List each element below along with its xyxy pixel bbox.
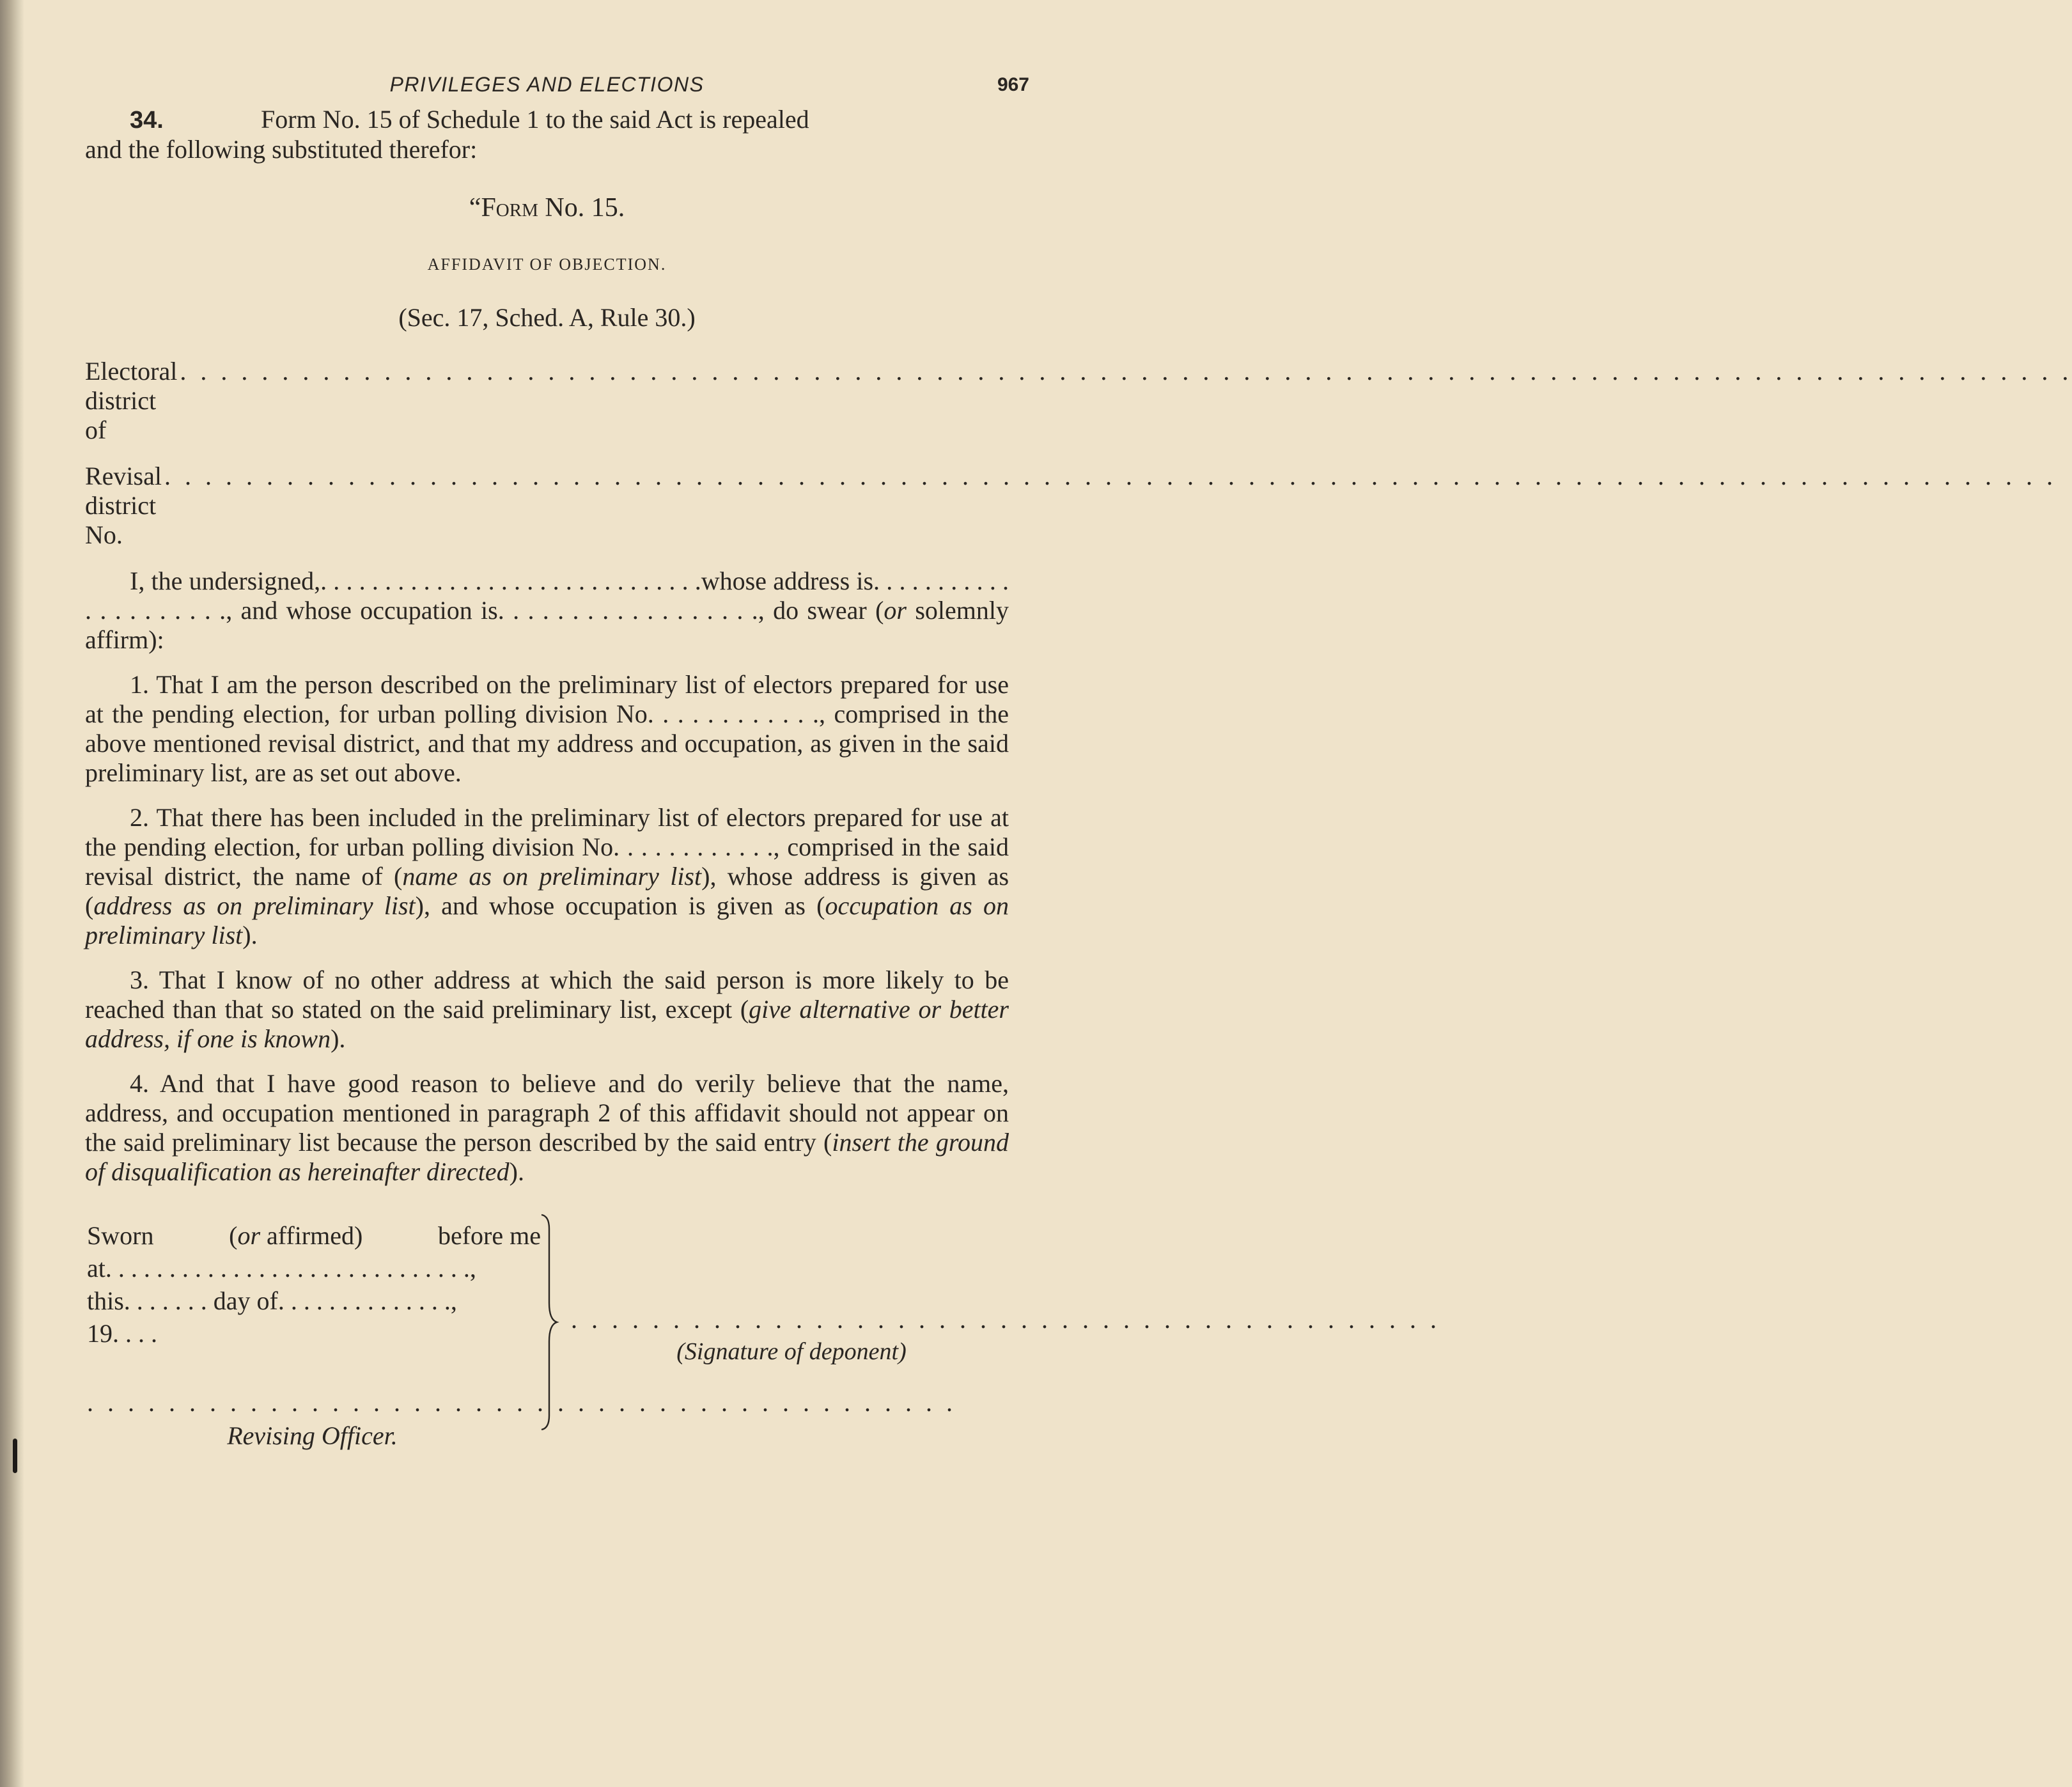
form-subtitle: AFFIDAVIT OF OBJECTION. <box>427 255 667 274</box>
page-content <box>85 69 2072 1454</box>
page-gutter-shadow <box>0 0 24 1787</box>
intro-or: or <box>884 596 907 625</box>
jurat-affirmed-text: affirmed) <box>260 1221 363 1250</box>
signature-block <box>571 1305 1440 1366</box>
revisal-district-blank: . . . . . . . . . . . . . . . . . . . . . . . . . . . . . . . . . . . . . . . . . . . . . . . . . . . . . . . . . . . . . . . . . . . . . . . . . . . . . . . . . . . . . . . . . . . . . <box>164 462 2057 490</box>
form-title <box>85 192 1009 223</box>
jurat-or: or <box>237 1221 261 1250</box>
jurat-at-blank: . . . . . . . . . . . . . . . . . . . . . . . . . . . . . <box>105 1254 470 1283</box>
jurat-day-blank: . . . . . . . <box>123 1286 207 1315</box>
paragraph-4-text-end: ). <box>509 1157 524 1186</box>
page-number: 967 <box>997 74 1029 95</box>
paragraph-2-text-occupation: ), and whose occupation is given as ( <box>415 891 825 920</box>
paragraph-2 <box>85 803 1009 950</box>
electoral-district-blank: . . . . . . . . . . . . . . . . . . . . . . . . . . . . . . . . . . . . . . . . . . . . . . . . . . . . . . . . . . . . . . . . . . . . . . . . . . . . . . . . . . . . . . . . . . . . . <box>180 357 2072 386</box>
electoral-district-field <box>85 357 2072 445</box>
jurat-year: 19. . . . <box>87 1319 157 1348</box>
jurat-before-me: before me <box>437 1221 541 1250</box>
running-title: PRIVILEGES AND ELECTIONS <box>389 73 705 96</box>
intro-address-blank: . . . . . . . . . . . . . . . . . . . . . <box>85 566 1009 625</box>
jurat-affirmed <box>229 1217 362 1254</box>
paragraph-2-text-address: ), whose address is given as ( <box>85 862 1009 920</box>
paragraph-3-text: 3. That I know of no other address at which the said person is more likely to be reached than that so stated on the said preliminary list, except ( <box>85 965 1009 1024</box>
binding-mark <box>13 1439 17 1473</box>
section-34 <box>85 105 1009 164</box>
paragraph-1-text: 1. That I am the person described on the preliminary list of electors prepared for use at the pending election, for urban polling division No. <box>85 670 1009 728</box>
jurat-month-blank: . . . . . . . . . . . . . . <box>277 1286 451 1315</box>
intro-occupation-blank: . . . . . . . . . . . . . . . . . . <box>497 596 758 625</box>
paragraph-2-blank: . . . . . . . . . . . <box>627 832 774 861</box>
paragraph-4-text: 4. And that I have good reason to believe and do verily believe that the name, address, and occupation mentioned in paragraph 2 of this affidavit should not appear on the said preliminary list because the person described by the said entry ( <box>85 1069 1009 1157</box>
deponent-intro <box>85 566 1009 655</box>
intro-affirm: solemnly affirm): <box>85 596 1009 654</box>
intro-occupation-label: , and whose occupation is <box>226 596 498 625</box>
paragraph-2-text-cont: , comprised in the said revisal district, the name of ( <box>85 832 1009 891</box>
jurat-sworn: Sworn <box>87 1221 154 1250</box>
paragraph-2-text-end: ). <box>242 921 258 949</box>
form-title-number: No. 15. <box>538 193 625 222</box>
paragraph-2-address-hint: address as on preliminary list <box>93 891 416 920</box>
jurat-date-row <box>87 1283 541 1319</box>
intro-undersigned: I, the undersigned, <box>130 566 321 595</box>
intro-name-blank: . . . . . . . . . . . . . . . . . . . . . . . . . . . . . . <box>320 566 701 595</box>
paragraph-2-text: 2. That there has been included in the preliminary list of electors prepared for use at the pending election, for urban polling division No. <box>85 803 1009 861</box>
section-text-line1: Form No. 15 of Schedule 1 to the said Act is repealed <box>261 105 809 134</box>
paragraph-2-occupation-hint: occupation as on preliminary list <box>85 891 1009 949</box>
paragraph-3-hint: give alternative or better address, if one is known <box>85 995 1009 1053</box>
jurat-day-of-label: day of <box>206 1286 278 1315</box>
electoral-district-label: Electoral district of <box>85 357 178 444</box>
revisal-district-field <box>85 462 2057 550</box>
paragraph-3 <box>85 965 1009 1054</box>
section-number: 34. <box>130 107 164 134</box>
revisal-district-label: Revisal district No. <box>85 462 162 549</box>
intro-address-label: whose address is <box>701 566 874 595</box>
signature-caption: (Signature of deponent) <box>676 1338 907 1365</box>
form-title-word: Form <box>481 193 538 222</box>
signature-line: . . . . . . . . . . . . . . . . . . . . . . . . . . . . . . . . . . . . . . . . . . . <box>571 1305 1440 1334</box>
running-header <box>85 69 1029 105</box>
jurat-at-row <box>87 1250 541 1286</box>
revising-officer-caption: Revising Officer. <box>227 1421 398 1450</box>
paragraph-4-hint: insert the ground of disqualification as hereinafter directed <box>85 1128 1009 1186</box>
paragraph-4 <box>85 1069 1009 1187</box>
jurat-left <box>87 1217 541 1352</box>
paragraph-1 <box>85 670 1009 788</box>
jurat-date-comma: , <box>450 1286 457 1315</box>
intro-swear: , do swear ( <box>758 596 884 625</box>
jurat-this-label: this <box>87 1286 124 1315</box>
paragraph-2-name-hint: name as on preliminary list <box>402 862 702 891</box>
jurat-at-comma: , <box>469 1254 476 1283</box>
revising-officer-signature-line: . . . . . . . . . . . . . . . . . . . . . . . . . . . . . . . . . . . . . . . . . . . <box>87 1388 956 1417</box>
jurat-sworn-row <box>87 1217 541 1254</box>
jurat-block <box>85 1217 1440 1454</box>
paragraph-1-blank: . . . . . . . . . . . <box>662 699 819 728</box>
form-rule-reference: (Sec. 17, Sched. A, Rule 30.) <box>398 303 696 332</box>
open-quote: “ <box>469 193 481 222</box>
section-text-line2: and the following substituted therefor: <box>85 135 478 164</box>
jurat-at-label: at <box>87 1254 105 1283</box>
jurat-year-row <box>87 1315 541 1352</box>
paragraph-1-text-cont: , comprised in the above mentioned revisal district, and that my address and occupation, as given in the said preliminary list, are as set out above. <box>85 699 1009 787</box>
jurat-paren-open: ( <box>229 1221 238 1250</box>
paragraph-3-text-end: ). <box>331 1024 346 1053</box>
